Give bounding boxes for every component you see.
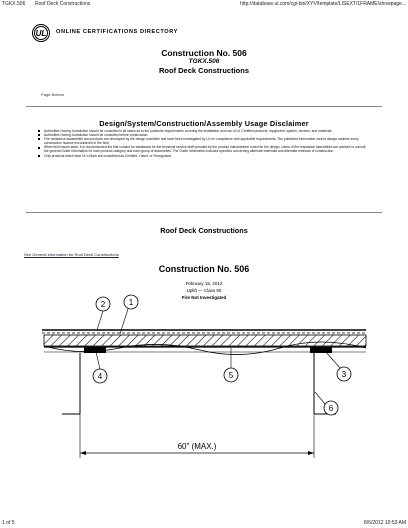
- print-header: [0, 0, 408, 9]
- print-footer-date: 8/6/2012 10:53 AM: [364, 520, 406, 526]
- print-header-code: TGKX.506: [2, 1, 26, 7]
- disclaimer-title: Design/System/Construction/Assembly Usage Disclaimer: [99, 119, 309, 128]
- disclaimer-list: [38, 129, 368, 158]
- disclaimer-item: Fire resistance assemblies and products are developed by the design submitter and have been investigated by UL for compliance with applicable requirements. The published information cannot always address every construction nuance encountered in the field.: [38, 137, 368, 145]
- construction-fire: Fire Not Investigated: [181, 295, 227, 300]
- callout-3: [326, 352, 351, 381]
- disclaimer-item: When field issues arise, it is recommended the first contact for assistance be the technical service staff provided by the product manufacturer noted for the design. Users of fire resistance assemblies are advised to consult the general Guide Information for each product category and each group of assemblies. The Guide Information includes specifics concerning alternate materials and alternate methods of construction.: [38, 145, 368, 153]
- callout-5: [224, 348, 238, 382]
- callout-4-label: 4: [97, 372, 103, 381]
- callout-4: [93, 352, 107, 383]
- print-header-url: http://database.ul.com/cgi-bin/XYV/template/LISEXT/1FRAME/showpage...: [240, 1, 406, 7]
- callout-1-label: 1: [128, 298, 134, 307]
- divider: [26, 212, 382, 213]
- disclaimer-item: Authorities Having Jurisdiction should be consulted in all cases as to the particular requirements covering the installation and use of UL Certified products, equipment, system, devices, and materials.: [38, 129, 368, 133]
- page-bottom-link[interactable]: Page Bottom: [41, 92, 65, 97]
- construction-uplift: Uplift — Class 90: [186, 288, 222, 293]
- callout-1: [120, 295, 138, 334]
- ul-logo-text: UL: [35, 28, 47, 38]
- print-footer: [0, 519, 408, 528]
- span-dimension-label: 60" (MAX.): [177, 442, 217, 451]
- page-title-block: [0, 48, 408, 76]
- general-info-link[interactable]: See General Information for Roof Deck Constructions: [24, 252, 119, 257]
- section-title: Roof Deck Constructions: [160, 226, 248, 235]
- callout-2: [96, 297, 110, 330]
- callout-3-label: 3: [341, 370, 347, 379]
- construction-title: Construction No. 506: [158, 264, 250, 274]
- page-category: Roof Deck Constructions: [158, 66, 249, 75]
- brand-name: ONLINE CERTIFICATIONS DIRECTORY: [56, 29, 178, 35]
- callout-2-label: 2: [100, 300, 106, 309]
- page-title: Construction No. 506: [161, 48, 247, 58]
- construction-drawing: [0, 286, 408, 518]
- callout-5-label: 5: [228, 371, 234, 380]
- callout-6-label: 6: [328, 404, 334, 413]
- page-code: TGKX.506: [188, 58, 220, 65]
- disclaimer-item: Only products which bear UL's Mark are considered as Certified, Listed, or Recognized.: [38, 154, 368, 158]
- ul-logo-icon: [32, 24, 50, 42]
- callout-6: [315, 392, 338, 415]
- span-dimension: [80, 414, 314, 458]
- construction-date: February 15, 2012: [185, 281, 223, 286]
- divider: [26, 106, 382, 107]
- print-footer-page: 1 of 5: [2, 520, 15, 526]
- disclaimer-item: Authorities Having Jurisdiction should be consulted before construction.: [38, 133, 368, 137]
- roof-cover: [42, 330, 366, 333]
- print-header-title: Roof Deck Constructions: [35, 1, 91, 7]
